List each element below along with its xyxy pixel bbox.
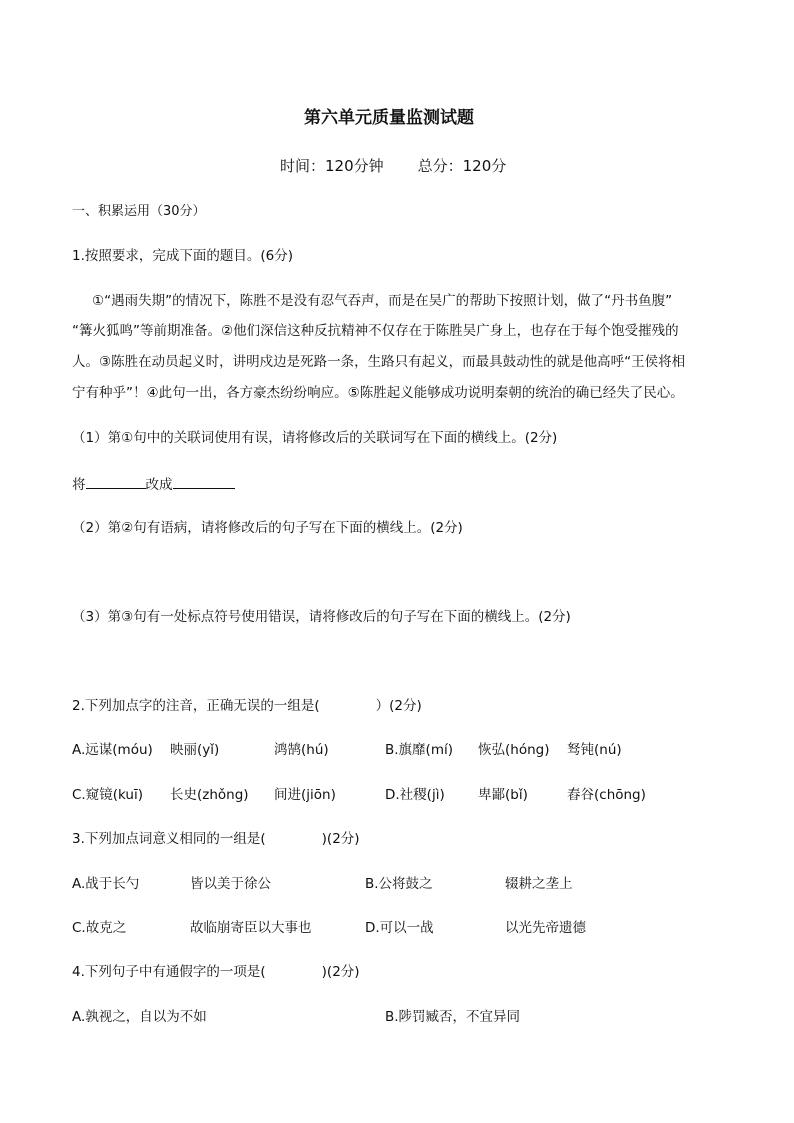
q2-option: 恢弘(hóng) [478,742,550,758]
q2-option: D.社稷(jì) [385,787,445,803]
q2-stem [72,696,422,716]
q2-option: 卑鄙(bǐ) [478,787,528,803]
section-heading: 一、积累运用（30分） [72,204,206,219]
exam-meta [280,156,506,176]
q4-score: )(2分) [321,964,360,980]
q2-option: 长史(zhǒng) [170,787,249,803]
q1-passage-line: 人。③陈胜在动员起义时，讲明戍边是死路一条，生路只有起义，而最具鼓动性的就是他高呼“王侯将相 [72,354,686,370]
time-info: 时间：120分钟 [280,157,384,175]
q3-option: 辍耕之垄上 [505,876,573,892]
q2-option: A.远谋(móu) [72,742,153,758]
q1-passage-line: ①“遇雨失期”的情况下，陈胜不是没有忍气吞声，而是在吴广的帮助下按照计划，做了“丹书鱼腹” [92,293,673,309]
q3-stem [72,829,360,849]
page-title: 第六单元质量监测试题 [304,108,474,128]
q3-score: )(2分) [321,831,360,847]
q1-fill-line [72,474,235,495]
q2-option: 映丽(yǐ) [170,742,220,758]
q1-passage-line: “篝火狐鸣”等前期准备。②他们深信这种反抗精神不仅存在于陈胜吴广身上，也存在于每个饱受摧残的 [72,323,679,339]
answer-blank-from[interactable] [86,474,146,489]
q1-sub3: （3）第③句有一处标点符号使用错误，请将修改后的句子写在下面的横线上。(2分) [72,609,571,625]
q3-stem-text: 3.下列加点词意义相同的一组是( [72,831,266,847]
q3-option: A.战于长勺 [72,876,140,892]
q2-score: ）(2分) [375,698,422,714]
q1-stem: 1.按照要求，完成下面的题目。(6分) [72,248,294,264]
q2-option: C.窥镜(kuī) [72,787,143,803]
q2-option: 舂谷(chōng) [567,787,646,803]
fill-label-from: 将 [72,477,86,493]
total-score: 总分：120分 [417,157,507,175]
q3-option: 皆以美于徐公 [190,876,271,892]
q4-stem [72,962,360,982]
q3-option: 故临崩寄臣以大事也 [190,920,312,936]
q4-option: A.孰视之，自以为不如 [72,1009,207,1025]
q2-option: 间进(jiōn) [274,787,336,803]
q1-sub1: （1）第①句中的关联词使用有误，请将修改后的关联词写在下面的横线上。(2分) [72,430,558,446]
q4-option: B.陟罚臧否，不宜异同 [385,1009,521,1025]
fill-label-to: 改成 [145,477,173,493]
q4-stem-text: 4.下列句子中有通假字的一项是( [72,964,266,980]
q1-passage-line: 宁有种乎”！④此句一出，各方豪杰纷纷响应。⑤陈胜起义能够成功说明秦朝的统治的确已经失了民心。 [72,385,684,401]
q2-option: 驽钝(nú) [567,742,622,758]
q1-sub2: （2）第②句有语病，请将修改后的句子写在下面的横线上。(2分) [72,520,463,536]
answer-blank-to[interactable] [173,474,235,489]
q3-option: 以光先帝遗德 [505,920,586,936]
q2-option: 鸿鹄(hú) [274,742,329,758]
q2-option: B.旗靡(mí) [385,742,453,758]
q3-option: B.公将鼓之 [365,876,433,892]
q3-option: D.可以一战 [365,920,434,936]
q3-option: C.故克之 [72,920,127,936]
q2-stem-text: 2.下列加点字的注音，正确无误的一组是( [72,698,320,714]
